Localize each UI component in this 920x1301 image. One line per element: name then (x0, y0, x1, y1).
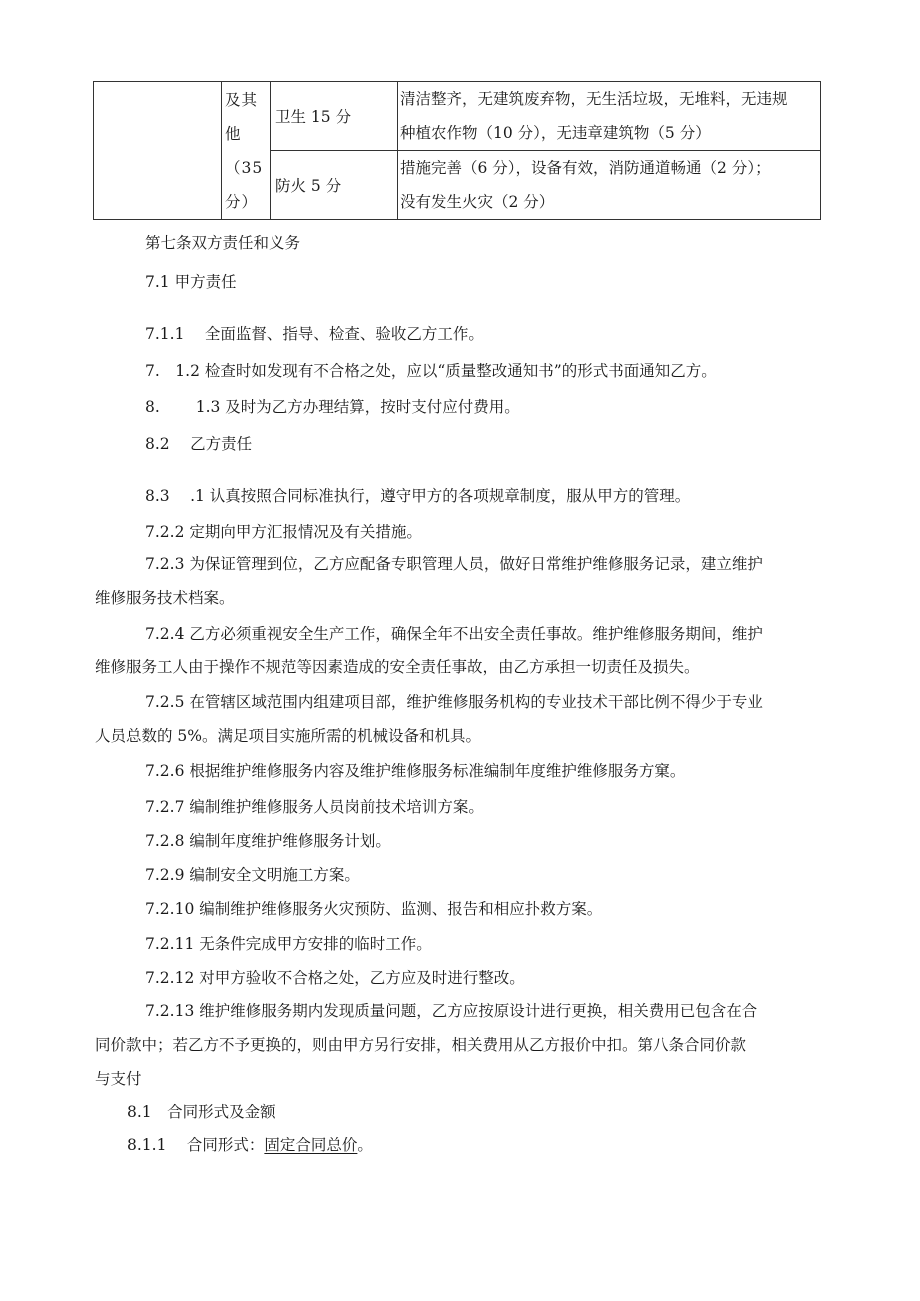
criteria-line: 措施完善（6 分），设备有效，消防通道畅通（2 分）； (400, 159, 771, 177)
criteria-cell (398, 82, 821, 151)
subsection-heading: 8.1 合同形式及金额 (127, 1103, 276, 1121)
clause-text: 7.2.6 根据维护维修服务内容及维护维修服务标准编制年度维护维修服务方窠。 (145, 762, 686, 780)
contract-form-end: 。 (357, 1136, 373, 1154)
category-line: 及其 (225, 90, 259, 109)
clause-text: 7.2.5 在管辖区域范围内组建项目部，维护维修服务机构的专业技术干部比例不得少于专业 (145, 693, 763, 711)
clause-text: 7.2.7 编制维护维修服务人员岗前技术培训方案。 (145, 798, 484, 816)
clause-text: 7.2.11 无条件完成甲方安排的临时工作。 (145, 935, 432, 953)
clause-text: 7.2.13 维护维修服务期内发现质量问题，乙方应按原设计进行更换，相关费用已包含在合 (145, 1002, 758, 1020)
clause-text: 7.2.12 对甲方验收不合格之处，乙方应及时进行整改。 (145, 969, 525, 987)
empty-cell (94, 82, 222, 220)
category-line: 他 (225, 124, 242, 143)
criteria-line: 清洁整齐，无建筑废弃物，无生活垃圾，无堆料，无违规 (400, 90, 788, 108)
category-line: （35 (225, 158, 264, 177)
clause-text: 7.2.10 编制维护维修服务火灾预防、监测、报告和相应扑救方案。 (145, 900, 603, 918)
category-cell (222, 82, 271, 220)
clause-text: 7.1.1 全面监督、指导、检查、验收乙方工作。 (145, 325, 484, 343)
scoring-table (93, 81, 821, 220)
clause-text: 7.2.8 编制年度维护维修服务计划。 (145, 832, 391, 850)
criteria-line: 没有发生火灾（2 分） (400, 193, 555, 211)
clause-text: 7.2.4 乙方必须重视安全生产工作，确保全年不出安全责任事故。维护维修服务期间，维护 (145, 625, 763, 643)
clause-text: 7.2.3 为保证管理到位，乙方应配备专职管理人员，做好日常维护维修服务记录，建立维护 (145, 555, 763, 573)
clause-text: 8. 1.3 及时为乙方办理结算，按时支付应付费用。 (145, 398, 520, 416)
contract-form-line (127, 1134, 373, 1156)
item-cell: 防火 5 分 (271, 151, 398, 220)
clause-text: 人员总数的 5%。满足项目实施所需的机械设备和机具。 (95, 727, 482, 745)
clause-text: 7.2.9 编制安全文明施工方案。 (145, 866, 360, 884)
subsection-heading: 7.1 甲方责任 (145, 273, 237, 291)
clause-text: 与支付 (95, 1070, 142, 1088)
clause-text: 7. 1.2 检查时如发现有不合格之处，应以“质量整改通知书”的形式书面通知乙方。 (145, 362, 717, 380)
clause-text: 维修服务工人由于操作不规范等因素造成的安全责任事故，由乙方承担一切责任及损失。 (95, 658, 700, 676)
criteria-line: 种植农作物（10 分），无违章建筑物（5 分） (400, 124, 711, 142)
item-cell: 卫生 15 分 (271, 82, 398, 151)
clause-text: 维修服务技术档案。 (95, 589, 235, 607)
category-line: 分） (225, 192, 259, 211)
subsection-heading: 8.2 乙方责任 (145, 435, 253, 453)
contract-form-value: 固定合同总价 (264, 1136, 358, 1154)
criteria-cell (398, 151, 821, 220)
clause-text: 8.3 .1 认真按照合同标准执行，遵守甲方的各项规章制度，服从甲方的管理。 (145, 487, 691, 505)
clause-text: 7.2.2 定期向甲方汇报情况及有关措施。 (145, 523, 422, 541)
section-heading: 第七条双方责任和义务 (145, 234, 301, 252)
clause-text: 同价款中；若乙方不予更换的，则由甲方另行安排，相关费用从乙方报价中扣。第八条合同价款 (95, 1036, 747, 1054)
table-row (94, 82, 821, 151)
contract-form-label: 8.1.1 合同形式： (127, 1136, 265, 1154)
